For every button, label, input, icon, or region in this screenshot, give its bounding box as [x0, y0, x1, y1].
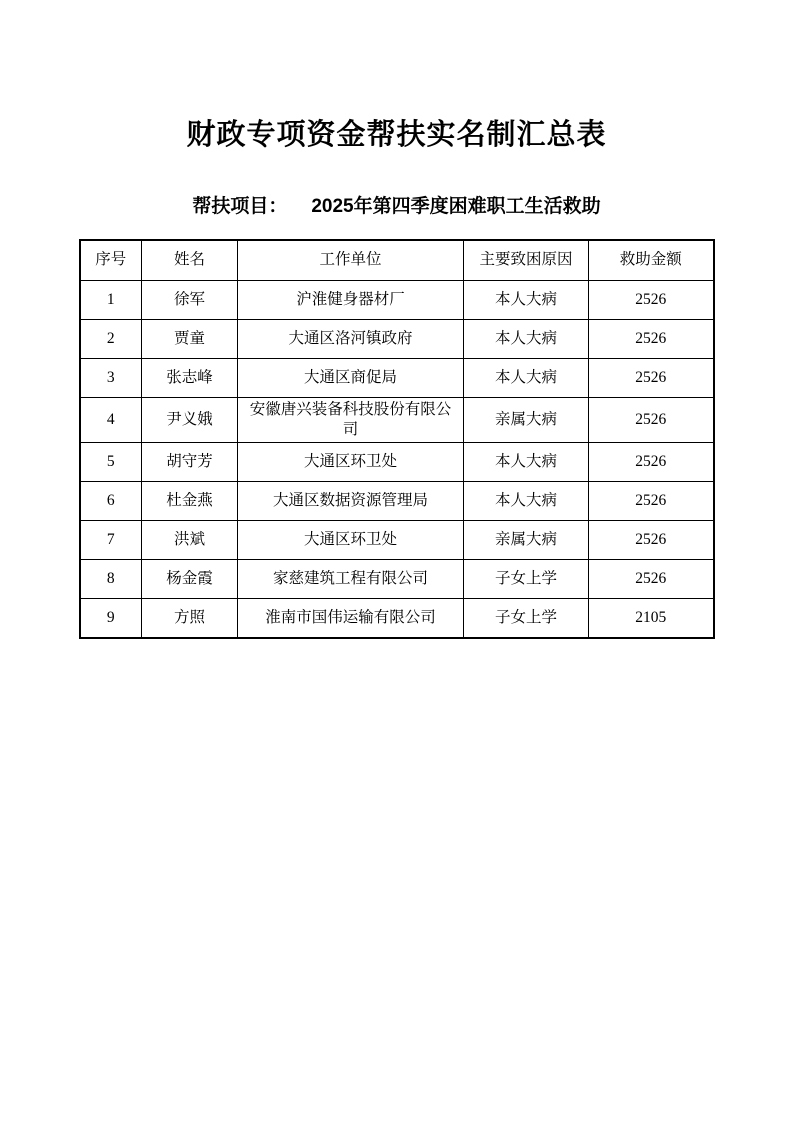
work-unit-cell: 家慈建筑工程有限公司: [238, 560, 464, 599]
cause-cell: 本人大病: [464, 443, 589, 482]
column-header-index: 序号: [80, 240, 142, 281]
row-index-cell: 7: [80, 521, 142, 560]
table-row: [80, 320, 714, 359]
row-index-cell: 8: [80, 560, 142, 599]
work-unit-cell: 大通区商促局: [238, 359, 464, 398]
name-cell: 尹义娥: [142, 398, 238, 443]
amount-cell: 2105: [589, 599, 714, 638]
cause-cell: 子女上学: [464, 599, 589, 638]
amount-cell: 2526: [589, 521, 714, 560]
name-cell: 杜金燕: [142, 482, 238, 521]
column-header-work-unit: 工作单位: [238, 240, 464, 281]
name-cell: 胡守芳: [142, 443, 238, 482]
table-row: [80, 398, 714, 443]
table-row: [80, 521, 714, 560]
column-header-amount: 救助金额: [589, 240, 714, 281]
work-unit-cell: 大通区环卫处: [238, 521, 464, 560]
work-unit-cell: 淮南市国伟运输有限公司: [238, 599, 464, 638]
name-cell: 贾童: [142, 320, 238, 359]
page-title: 财政专项资金帮扶实名制汇总表: [186, 119, 607, 151]
name-cell: 张志峰: [142, 359, 238, 398]
table-header: [80, 240, 714, 281]
header-row: [80, 240, 714, 281]
work-unit-cell: 大通区洛河镇政府: [238, 320, 464, 359]
row-index-cell: 1: [80, 281, 142, 320]
row-index-cell: 6: [80, 482, 142, 521]
amount-cell: 2526: [589, 560, 714, 599]
cause-cell: 本人大病: [464, 281, 589, 320]
amount-cell: 2526: [589, 320, 714, 359]
cause-cell: 亲属大病: [464, 398, 589, 443]
table-row: [80, 281, 714, 320]
project-value: 2025年第四季度困难职工生活救助: [311, 195, 601, 217]
row-index-cell: 3: [80, 359, 142, 398]
name-cell: 方照: [142, 599, 238, 638]
row-index-cell: 5: [80, 443, 142, 482]
amount-cell: 2526: [589, 482, 714, 521]
project-line: [0, 195, 793, 219]
summary-table: [79, 239, 715, 639]
table-row: [80, 599, 714, 638]
row-index-cell: 4: [80, 398, 142, 443]
cause-cell: 本人大病: [464, 359, 589, 398]
row-index-cell: 9: [80, 599, 142, 638]
amount-cell: 2526: [589, 443, 714, 482]
row-index-cell: 2: [80, 320, 142, 359]
work-unit-cell: 大通区环卫处: [238, 443, 464, 482]
amount-cell: 2526: [589, 359, 714, 398]
work-unit-cell: 安徽唐兴装备科技股份有限公司: [238, 398, 464, 443]
table-row: [80, 443, 714, 482]
cause-cell: 本人大病: [464, 320, 589, 359]
amount-cell: 2526: [589, 398, 714, 443]
column-header-name: 姓名: [142, 240, 238, 281]
name-cell: 洪斌: [142, 521, 238, 560]
table-row: [80, 359, 714, 398]
table-row: [80, 560, 714, 599]
table-body: [80, 281, 714, 638]
work-unit-cell: 大通区数据资源管理局: [238, 482, 464, 521]
table-row: [80, 482, 714, 521]
name-cell: 徐军: [142, 281, 238, 320]
cause-cell: 本人大病: [464, 482, 589, 521]
column-header-cause: 主要致困原因: [464, 240, 589, 281]
name-cell: 杨金霞: [142, 560, 238, 599]
cause-cell: 亲属大病: [464, 521, 589, 560]
project-label: 帮扶项目：: [192, 195, 288, 217]
cause-cell: 子女上学: [464, 560, 589, 599]
work-unit-cell: 沪淮健身器材厂: [238, 281, 464, 320]
amount-cell: 2526: [589, 281, 714, 320]
